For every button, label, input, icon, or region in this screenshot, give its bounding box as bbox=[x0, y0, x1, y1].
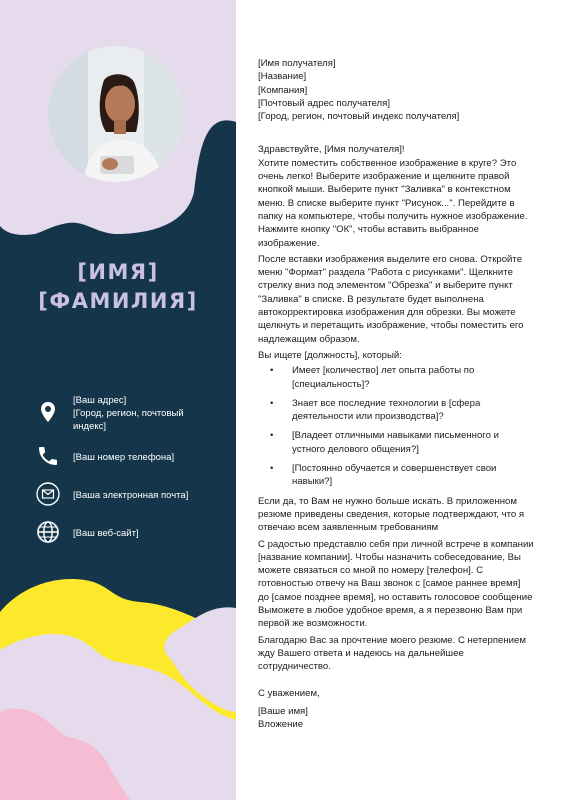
recipient-name: [Имя получателя] bbox=[258, 58, 336, 69]
email-text: [Ваша электронная почта] bbox=[73, 490, 189, 501]
phone-text: [Ваш номер телефона] bbox=[73, 452, 175, 463]
list-item: • [Постоянно обучается и совершенствует свои навыки?] bbox=[292, 462, 534, 489]
signature: [Ваше имя] bbox=[258, 705, 308, 717]
recipient-title: [Название] bbox=[258, 71, 307, 83]
sidebar bbox=[0, 0, 236, 800]
enclosure: Вложение bbox=[258, 719, 304, 731]
greeting: Здравствуйте, [Имя получателя]! bbox=[258, 144, 405, 156]
location-pin-icon bbox=[36, 400, 60, 424]
list-item: • [Владеет отличными навыками письменного и устного делового общения?] bbox=[292, 429, 534, 456]
email-icon bbox=[36, 482, 60, 506]
paragraph-3: Вы ищете [должность], который: bbox=[258, 349, 402, 361]
closing: С уважением, bbox=[258, 688, 320, 700]
requirements-list bbox=[258, 364, 534, 488]
city-line: [Город, регион, почтовый bbox=[73, 408, 184, 419]
paragraph-6: Благодарю Вас за прочтение моего резюме. С нетерпением жду Вашего ответа и надеюсь на дальнейшее сотрудничество. bbox=[258, 634, 526, 673]
address-text bbox=[73, 394, 223, 433]
globe-icon bbox=[36, 520, 60, 544]
list-item: • Имеет [количество] лет опыта работы по [специальность]? bbox=[292, 364, 534, 391]
recipient-block bbox=[258, 57, 534, 123]
recipient-address: [Почтовый адрес получателя] bbox=[258, 97, 390, 109]
cover-letter bbox=[258, 57, 534, 731]
profile-photo-image bbox=[48, 46, 184, 182]
paragraph-4: Если да, то Вам не нужно больше искать. В приложенном резюме приведены сведения, которые подтверждают, что я отвечаю всем заявленным требованиям bbox=[258, 495, 525, 534]
paragraph-5: С радостью представлю себя при личной встрече в компании [название компании]. Чтобы назначить собеседование, Вы можете связаться со мной по номеру [телефон]. С готовностью отвечу на Ваш звонок с [самое раннее время] до [самое позднее время], но оставить голосовое сообщение Выможете в любое удобное время, а я перезвоню Вам при первой же возможности. bbox=[258, 538, 534, 630]
profile-photo bbox=[48, 46, 184, 182]
address-line: [Ваш адрес] bbox=[73, 395, 127, 406]
phone-icon bbox=[36, 444, 60, 468]
list-item: • Знает все последние технологии в [сфера деятельности или производства]? bbox=[292, 397, 534, 424]
first-name: [ИМЯ] bbox=[77, 260, 159, 284]
postal-line: индекс] bbox=[73, 421, 107, 432]
recipient-city: [Город, регион, почтовый индекс получателя] bbox=[258, 111, 460, 123]
paragraph-1: Хотите поместить собственное изображение в круге? Это очень легко! Выберите изображение и щелкните правой кнопкой мыши. Выберите пункт "Заливка" в контекстном меню. В списке выберите пункт "Рисунок...". Перейдите в папку на компьютере, чтобы получить нужное изображение. Нажмите кнопку "ОК", чтобы вставить выбранное изображение. bbox=[258, 157, 528, 249]
recipient-company: [Компания] bbox=[258, 84, 308, 96]
website-text: [Ваш веб-сайт] bbox=[73, 528, 139, 539]
paragraph-2: После вставки изображения выделите его снова. Откройте меню "Формат" раздела "Работа с рисунками". Щелкните стрелку вниз под элементом "Обрезка" и выберите пункт "Заливка" в списке. В результате будет выполнена автокорректировка изображения для обрезки. Вы можете щелкнуть и перетащить изображение, чтобы поместить его надлежащим образом. bbox=[258, 253, 524, 345]
last-name: [ФАМИЛИЯ] bbox=[38, 289, 198, 313]
candidate-name bbox=[0, 258, 236, 316]
